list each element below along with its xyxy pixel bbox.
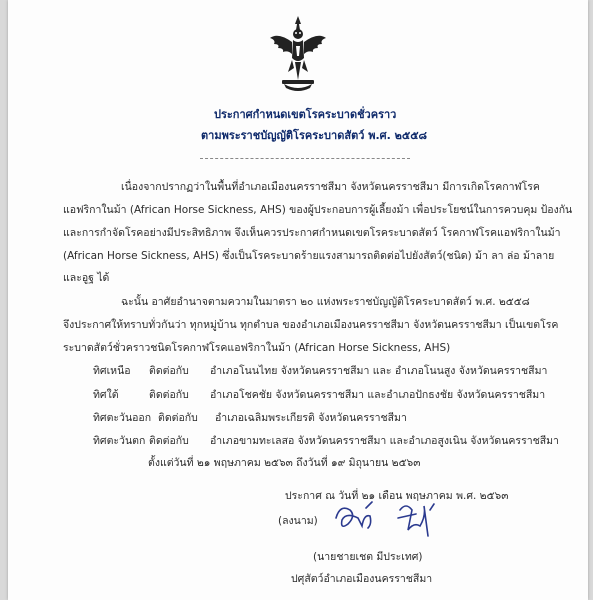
sign-label: (ลงนาม) bbox=[278, 515, 318, 527]
divider bbox=[200, 158, 410, 159]
direction-relation: ติดต่อกับ bbox=[149, 389, 189, 401]
document-page bbox=[8, 0, 588, 600]
paragraph-1-line-5: และอูฐ ได้ bbox=[63, 272, 110, 284]
direction-area: อำเภอขามทะเลสอ จังหวัดนครราชสีมา และอำเภอสูงเนิน จังหวัดนครราชสีมา bbox=[210, 435, 559, 447]
direction-area: อำเภอโนนไทย จังหวัดนครราชสีมา และ อำเภอโนนสูง จังหวัดนครราชสีมา bbox=[210, 365, 548, 377]
paragraph-1-line-4: (African Horse Sickness, AHS) ซึ่งเป็นโรคระบาดร้ายแรงสามารถติดต่อไปยังสัตว์(ชนิด) ม้า ลา ล่อ ม้าลาย bbox=[63, 250, 555, 262]
title-line-2: ตามพระราชบัญญัติโรคระบาดสัตว์ พ.ศ. ๒๕๕๘ bbox=[201, 129, 428, 142]
direction-label: ทิศตะวันตก bbox=[93, 435, 146, 447]
direction-area: อำเภอเฉลิมพระเกียรติ จังหวัดนครราชสีมา bbox=[215, 412, 407, 424]
paragraph-2-line-2: จึงประกาศให้ทราบทั่วกันว่า ทุกหมู่บ้าน ทุกตำบล ของอำเภอเมืองนครราชสีมา จังหวัดนครราชสีมา เป็นเขตโรค bbox=[63, 319, 559, 331]
paragraph-1-line-1: เนื่องจากปรากฏว่าในพื้นที่อำเภอเมืองนครราชสีมา จังหวัดนครราชสีมา มีการเกิดโรคกาฬโรค bbox=[121, 181, 540, 193]
paragraph-1-line-2: แอฟริกาในม้า (African Horse Sickness, AHS) ของผู้ประกอบการผู้เลี้ยงม้า เพื่อประโยชน์ในการควบคุม ป้องกัน bbox=[63, 204, 573, 216]
direction-label: ทิศเหนือ bbox=[93, 365, 131, 377]
direction-label: ทิศใต้ bbox=[93, 389, 119, 401]
announce-date: ประกาศ ณ วันที่ ๒๑ เดือน พฤษภาคม พ.ศ. ๒๕๖๓ bbox=[285, 490, 509, 502]
direction-area: อำเภอโชคชัย จังหวัดนครราชสีมา และอำเภอปักธงชัย จังหวัดนครราชสีมา bbox=[210, 389, 546, 401]
paragraph-1-line-3: และการกำจัดโรคอย่างมีประสิทธิภาพ จึงเห็นควรประกาศกำหนดเขตโรคระบาดสัตว์ โรคกาฬโรคแอฟริกาในม้า bbox=[63, 227, 561, 239]
title-line-1: ประกาศกำหนดเขตโรคระบาดชั่วคราว bbox=[214, 108, 397, 121]
direction-relation: ติดต่อกับ bbox=[158, 412, 198, 424]
effective-period: ตั้งแต่วันที่ ๒๑ พฤษภาคม ๒๕๖๓ ถึงวันที่ ๑๙ มิถุนายน ๒๕๖๓ bbox=[148, 457, 421, 469]
direction-label: ทิศตะวันออก bbox=[93, 412, 152, 424]
signer-name: (นายชายเชต มีประเทศ) bbox=[313, 551, 423, 563]
direction-relation: ติดต่อกับ bbox=[149, 365, 189, 377]
garuda-emblem-icon bbox=[266, 14, 330, 94]
signature-image bbox=[328, 496, 448, 542]
direction-relation: ติดต่อกับ bbox=[149, 435, 189, 447]
paragraph-2-line-1: ฉะนั้น อาศัยอำนาจตามความในมาตรา ๒๐ แห่งพระราชบัญญัติโรคระบาดสัตว์ พ.ศ. ๒๕๕๘ bbox=[121, 296, 530, 308]
signer-position: ปศุสัตว์อำเภอเมืองนครราชสีมา bbox=[291, 573, 433, 585]
paragraph-2-line-3: ระบาดสัตว์ชั่วคราวชนิดโรคกาฬโรคแอฟริกาในม้า (African Horse Sickness, AHS) bbox=[63, 342, 451, 354]
